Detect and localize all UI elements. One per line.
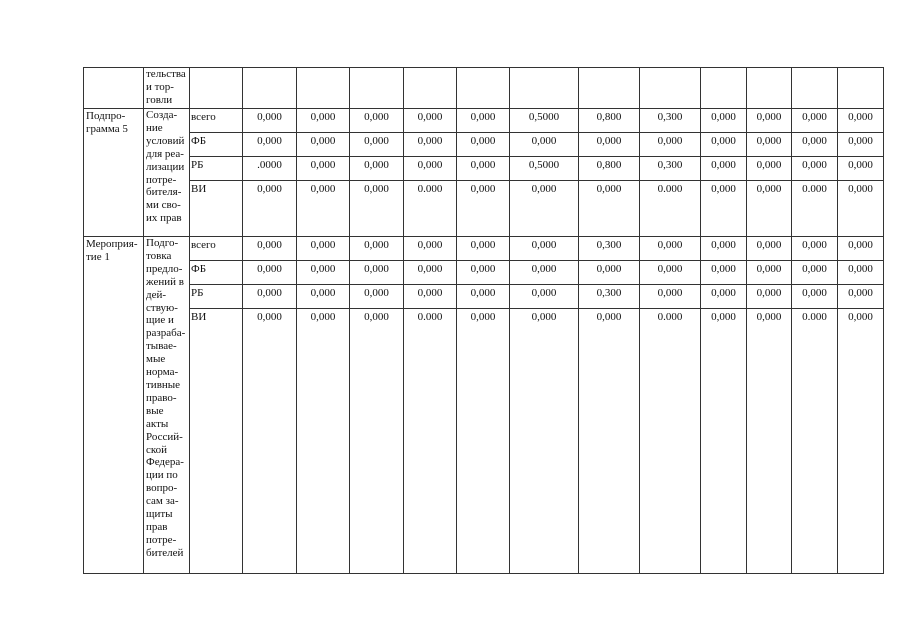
value-cell: 0,000 [404, 285, 457, 309]
value-cell: 0,000 [510, 181, 579, 237]
value-cell: 0,000 [640, 261, 701, 285]
value-cell: 0,000 [243, 237, 297, 261]
empty-cell [701, 68, 747, 109]
value-cell: 0,000 [838, 109, 884, 133]
value-cell: 0,000 [792, 157, 838, 181]
value-cell: 0,000 [640, 237, 701, 261]
value-cell: 0,000 [838, 133, 884, 157]
value-cell: 0,000 [579, 181, 640, 237]
value-cell: 0,000 [297, 157, 350, 181]
value-cell: 0,000 [701, 237, 747, 261]
value-cell: 0,000 [243, 285, 297, 309]
empty-cell [350, 68, 404, 109]
value-cell: .0000 [243, 157, 297, 181]
value-cell: 0.000 [404, 181, 457, 237]
value-cell: 0,000 [243, 109, 297, 133]
value-cell: 0,000 [297, 285, 350, 309]
funding-source-cell: всего [190, 109, 243, 133]
empty-cell [792, 68, 838, 109]
value-cell: 0,300 [640, 109, 701, 133]
value-cell: 0,000 [350, 109, 404, 133]
value-cell: 0,000 [350, 285, 404, 309]
value-cell: 0,000 [579, 133, 640, 157]
table-row [84, 181, 884, 237]
value-cell: 0,000 [297, 181, 350, 237]
value-cell: 0,5000 [510, 157, 579, 181]
value-cell: 0,000 [792, 133, 838, 157]
empty-cell [457, 68, 510, 109]
empty-cell [640, 68, 701, 109]
table-row [84, 309, 884, 574]
value-cell: 0,000 [350, 237, 404, 261]
value-cell: 0,000 [701, 181, 747, 237]
funding-source-cell: ВИ [190, 181, 243, 237]
table-row-continuation [84, 68, 884, 109]
value-cell: 0,000 [701, 261, 747, 285]
value-cell: 0,000 [510, 261, 579, 285]
description-cell: Подго- товка предло- жений в дей- ствую- щие и разраба- тывае- мые норма- тивные право- вые акты Россий- ской Федера- ции по вопро- сам за- щиты прав потре- бителей [144, 237, 190, 574]
value-cell: 0,800 [579, 157, 640, 181]
value-cell: 0,000 [243, 133, 297, 157]
value-cell: 0,300 [579, 237, 640, 261]
value-cell: 0,800 [579, 109, 640, 133]
description-cell: Созда- ние условий для реа- лизации потре- бителя- ми сво- их прав [144, 109, 190, 237]
funding-source-cell: всего [190, 237, 243, 261]
value-cell: 0,000 [350, 157, 404, 181]
value-cell: 0,000 [701, 285, 747, 309]
value-cell: 0,000 [510, 133, 579, 157]
value-cell: 0,000 [297, 133, 350, 157]
value-cell: 0,000 [404, 237, 457, 261]
empty-cell [510, 68, 579, 109]
empty-cell [404, 68, 457, 109]
value-cell: 0,000 [457, 133, 510, 157]
value-cell: 0,000 [838, 261, 884, 285]
value-cell: 0,000 [457, 157, 510, 181]
value-cell: 0,000 [457, 109, 510, 133]
description-cell: тельства и тор- говли [144, 68, 190, 109]
value-cell: 0.000 [404, 309, 457, 574]
funding-source-cell: ВИ [190, 309, 243, 574]
value-cell: 0,000 [701, 109, 747, 133]
funding-source-cell: РБ [190, 285, 243, 309]
empty-cell [838, 68, 884, 109]
value-cell: 0,000 [747, 237, 792, 261]
program-label-cell: Мероприя- тие 1 [84, 237, 144, 574]
program-label-cell: Подпро- грамма 5 [84, 109, 144, 237]
value-cell: 0,000 [838, 285, 884, 309]
empty-cell [747, 68, 792, 109]
value-cell: 0,000 [579, 261, 640, 285]
value-cell: 0,000 [747, 285, 792, 309]
empty-cell [297, 68, 350, 109]
value-cell: 0,000 [404, 133, 457, 157]
funding-source-cell: ФБ [190, 133, 243, 157]
value-cell: 0,000 [640, 285, 701, 309]
table-body [84, 68, 884, 574]
value-cell: 0,000 [457, 261, 510, 285]
table-row [84, 133, 884, 157]
value-cell: 0,000 [297, 309, 350, 574]
value-cell: 0,000 [297, 237, 350, 261]
value-cell: 0,000 [404, 157, 457, 181]
value-cell: 0,000 [350, 133, 404, 157]
value-cell: 0,000 [457, 309, 510, 574]
row-label-cell [84, 68, 144, 109]
value-cell: 0,000 [640, 133, 701, 157]
value-cell: 0,000 [747, 133, 792, 157]
value-cell: 0,000 [747, 261, 792, 285]
value-cell: 0,000 [838, 181, 884, 237]
value-cell: 0,000 [457, 237, 510, 261]
value-cell: 0,000 [838, 157, 884, 181]
value-cell: 0,300 [640, 157, 701, 181]
value-cell: 0,000 [350, 181, 404, 237]
value-cell: 0,000 [701, 133, 747, 157]
value-cell: 0,000 [792, 285, 838, 309]
value-cell: 0,000 [747, 109, 792, 133]
value-cell: 0,000 [404, 261, 457, 285]
value-cell: 0,000 [243, 261, 297, 285]
value-cell: 0,000 [404, 109, 457, 133]
value-cell: 0.000 [640, 181, 701, 237]
empty-cell [243, 68, 297, 109]
value-cell: 0,000 [350, 261, 404, 285]
value-cell: 0,000 [350, 309, 404, 574]
value-cell: 0,000 [243, 181, 297, 237]
table-row [84, 109, 884, 133]
table-row [84, 237, 884, 261]
value-cell: 0,000 [457, 181, 510, 237]
table-row [84, 261, 884, 285]
value-cell: 0,000 [510, 285, 579, 309]
value-cell: 0,000 [792, 109, 838, 133]
value-cell: 0,000 [747, 309, 792, 574]
value-cell: 0,000 [792, 237, 838, 261]
empty-cell [579, 68, 640, 109]
value-cell: 0,000 [297, 109, 350, 133]
value-cell: 0,000 [747, 181, 792, 237]
value-cell: 0,5000 [510, 109, 579, 133]
value-cell: 0,300 [579, 285, 640, 309]
value-cell: 0,000 [792, 261, 838, 285]
budget-table [83, 67, 884, 574]
value-cell: 0,000 [701, 309, 747, 574]
value-cell: 0.000 [792, 309, 838, 574]
funding-source-cell: ФБ [190, 261, 243, 285]
table-row [84, 157, 884, 181]
value-cell: 0.000 [792, 181, 838, 237]
value-cell: 0,000 [297, 261, 350, 285]
value-cell: 0,000 [457, 285, 510, 309]
value-cell: 0,000 [579, 309, 640, 574]
value-cell: 0,000 [701, 157, 747, 181]
funding-source-cell: РБ [190, 157, 243, 181]
value-cell: 0,000 [838, 309, 884, 574]
value-cell: 0,000 [510, 309, 579, 574]
table-row [84, 285, 884, 309]
value-cell: 0.000 [640, 309, 701, 574]
value-cell: 0,000 [243, 309, 297, 574]
value-cell: 0,000 [747, 157, 792, 181]
value-cell: 0,000 [838, 237, 884, 261]
empty-cell [190, 68, 243, 109]
value-cell: 0,000 [510, 237, 579, 261]
